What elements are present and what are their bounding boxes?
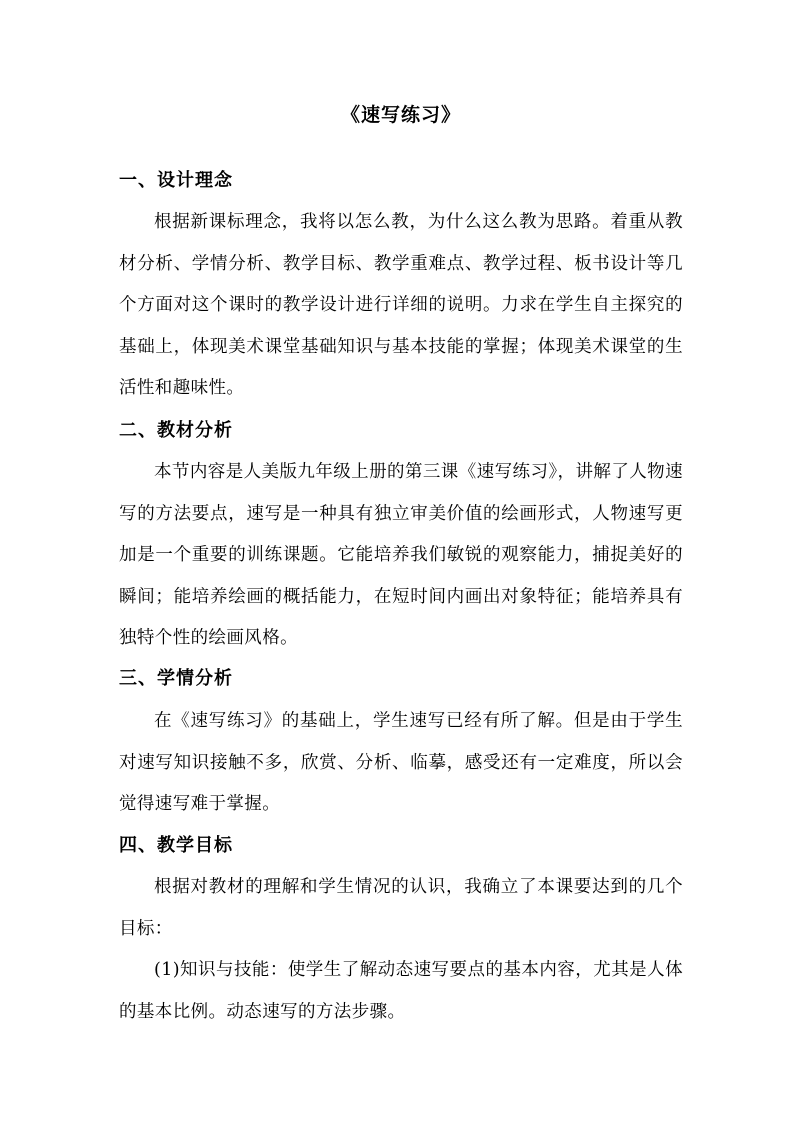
section-heading-teaching-goals: 四、教学目标 [119, 835, 233, 856]
section-heading-student-analysis: 三、学情分析 [119, 668, 233, 689]
section-heading-design-concept: 一、设计理念 [119, 170, 233, 191]
section-paragraph-student-analysis: 在《速写练习》的基础上，学生速写已经有所了解。但是由于学生对速写知识接触不多，欣赏、分析、临摹，感受还有一定难度，所以会觉得速写难于掌握。 [119, 711, 683, 814]
section-heading-textbook-analysis: 二、教材分析 [119, 420, 233, 441]
section-paragraph-textbook-analysis: 本节内容是人美版九年级上册的第三课《速写练习》，讲解了人物速写的方法要点，速写是一种具有独立审美价值的绘画形式，人物速写更加是一个重要的训练课题。它能培养我们敏锐的观察能力，捕捉美好的瞬间；能培养绘画的概括能力，在短时间内画出对象特征；能培养具有独特个性的绘画风格。 [119, 462, 683, 648]
section-paragraph-teaching-goals-intro: 根据对教材的理解和学生情况的认识，我确立了本课要达到的几个目标： [119, 877, 683, 939]
section-paragraph-teaching-goals-knowledge: (1)知识与技能：使学生了解动态速写要点的基本内容，尤其是人体的基本比例。动态速写的方法步骤。 [119, 960, 683, 1022]
document-title: 《速写练习》 [340, 104, 461, 126]
section-paragraph-design-concept: 根据新课标理念，我将以怎么教，为什么这么教为思路。着重从教材分析、学情分析、教学目标、教学重难点、教学过程、板书设计等几个方面对这个课时的教学设计进行详细的说明。力求在学生自主探究的基础上，体现美术课堂基础知识与基本技能的掌握；体现美术课堂的生活性和趣味性。 [119, 212, 683, 398]
